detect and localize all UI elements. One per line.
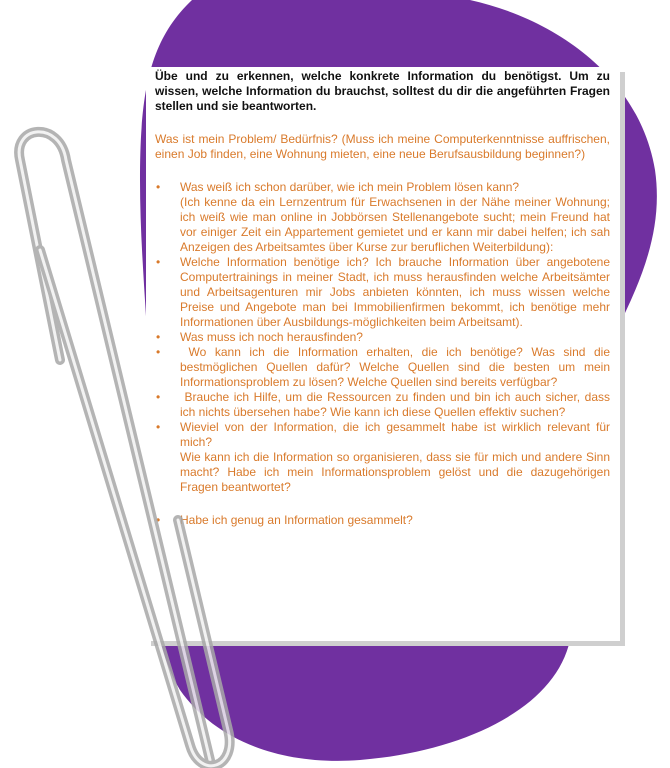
list-item xyxy=(155,390,614,420)
list-item xyxy=(155,420,610,495)
list-item-text: Brauche ich Hilfe, um die Ressourcen zu finden und bin ich auch sicher, dass ich nichts übersehen habe? Wie kann ich diese Quellen effektiv suchen? xyxy=(180,390,614,419)
list-item-text: Wieviel von der Information, die ich gesammelt habe ist wirklich relevant für mich? xyxy=(180,420,610,449)
list-item-text: Welche Information benötige ich? Ich brauche Information über angebotene Computertrainings in meiner Stadt, ich muss herausfinden welche Arbeitsämter und Arbeitsagenturen mir Jobs anbieten könnten, ich muss wissen welche Preise und Angebote man bei Immobilienfirmen bekommt, ich benötige mehr Informationen über Ausbildungs-möglichkeiten beim Arbeitsamt). xyxy=(180,255,610,329)
bullet-icon: • xyxy=(156,345,161,359)
bullet-icon: • xyxy=(156,330,161,344)
bullet-icon: • xyxy=(156,180,161,194)
list-item-text: Wo kann ich die Information erhalten, die ich benötige? Was sind die bestmöglichen Quellen dafür? Welche Quellen sind die besten um mein Informationsproblem zu lösen? Welche Quellen sind bereits verfügbar? xyxy=(180,345,614,389)
problem-question: Was ist mein Problem/ Bedürfnis? (Muss ich meine Computerkenntnisse auffrischen, einen Job finden, eine Wohnung mieten, eine neue Berufsausbildung beginnen?) xyxy=(155,132,610,161)
question-list xyxy=(155,180,614,528)
bullet-icon: • xyxy=(156,255,161,269)
bullet-icon: • xyxy=(156,513,161,527)
list-item-text: Was weiß ich schon darüber, wie ich mein Problem lösen kann? xyxy=(180,180,520,194)
content-card xyxy=(146,67,620,641)
list-item xyxy=(155,180,610,255)
intro-text: Übe und zu erkennen, welche konkrete Information du benötigst. Um zu wissen, welche Information du brauchst, solltest du dir die angeführten Fragen stellen und sie beantworten. xyxy=(155,69,610,113)
list-item-text: Habe ich genug an Information gesammelt? xyxy=(180,513,413,527)
list-item xyxy=(155,345,614,390)
list-item-subtext: (Ich kenne da ein Lernzentrum für Erwachsenen in der Nähe meiner Wohnung; ich weiß wie man online in Jobbörsen Stellenangebote sucht; mein Freund hat vor einiger Zeit ein Appartement gemietet und er kann mir dabei helfen; ich sah Anzeigen des Arbeitsamtes über Kurse zur beruflichen Weiterbildung): xyxy=(180,195,610,254)
list-item-subtext: Wie kann ich die Information so organisieren, dass sie für mich und andere Sinn macht? Habe ich mein Informationsproblem gelöst und die dazugehörigen Fragen beantwortet? xyxy=(180,450,610,494)
list-item-text: Was muss ich noch herausfinden? xyxy=(180,330,363,344)
list-item xyxy=(155,513,610,528)
list-item xyxy=(155,255,610,330)
bullet-icon: • xyxy=(156,420,161,434)
bullet-icon: • xyxy=(156,390,161,404)
list-item xyxy=(155,330,610,345)
